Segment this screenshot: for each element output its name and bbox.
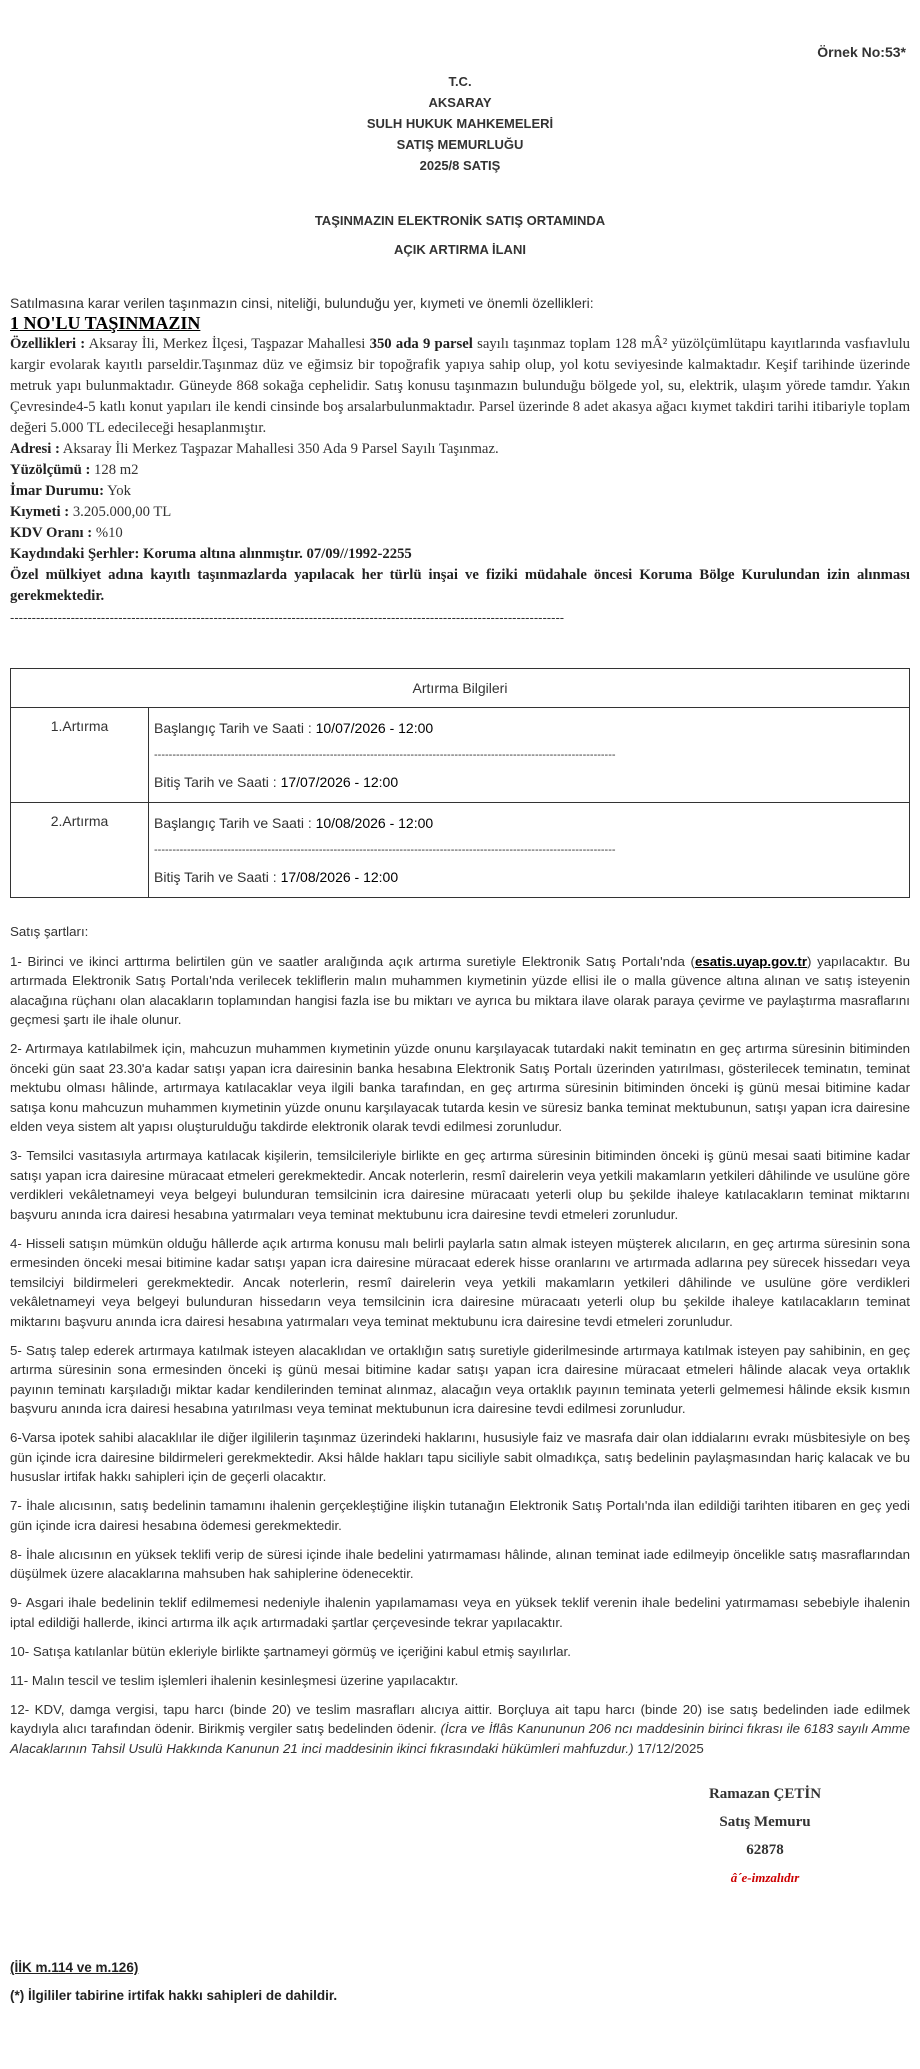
start-datetime: 10/08/2026 - 12:00 [315, 815, 434, 831]
end-datetime: 17/07/2026 - 12:00 [280, 774, 399, 790]
sale-conditions [10, 922, 910, 1768]
property-area [10, 460, 910, 481]
officer-number: 62878 [746, 1842, 784, 1858]
condition-2: 2- Artırmaya katılabilmek için, mahcuzun muhammen kıymetinin yüzde onunu karşılayacak tutardaki nakit teminatın en geç artırma süresinin bitiminden önceki gün saat 23.30'a kadar satışı yapan icra dairesinin banka hesabına Elektronik Satış Portalı üzerinden yatırılması, gösterilecek teminatın, teminat mektubu olması hâlinde, artırmaya katılacaklar veya ilgili banka tarafından, en geç artırma süresinin bitiminden önceki iş günü mesai bitimine kadar satışa konu mahcuzun muhammen kıymetinin yüzde onunu karşılayacak tutarda kesin ve süresiz banka teminat mektubunun, satışı yapan icra dairesine elden veya sistem alt yapısı oluşturulduğu takdirde elektronik olarak tevdi edilmesi zorunludur. [10, 1041, 910, 1134]
header-court: SULH HUKUK MAHKEMELERİ [366, 116, 554, 131]
condition-9: 9- Asgari ihale bedelinin teklif edilmemesi nedeniyle ihalenin yapılamaması veya en yüksek teklif verenin ihale bedelini yatırmaması sebebiyle ihalenin iptal edildiği hallerde, ikinci artırma ilk açık artırmadaki şartlar çerçevesinde tekrar yapılacaktır. [10, 1595, 910, 1630]
zoning-label: İmar Durumu: [10, 483, 104, 499]
encumbrance-text: Kaydındaki Şerhler: Koruma altına alınmıştır. 07/09//1992-2255 [10, 546, 412, 562]
condition-text: ) yapılacaktır. Bu artırmada Elektronik Satış Portalı'nda verilecek tekliflerin malın muhammen kıymetinin yüzde ellisi ile o malla güvence altına alınan ve satış isteyenin alacağına rüçhanı olan alacakların toplamından hangisi fazla ise bu miktarı ve ayrıca bu miktara ilave olarak paraya çevirme ve paylaştırma masraflarını geçmesi şartı ile ihale olunur. [10, 953, 910, 1027]
condition-6: 6-Varsa ipotek sahibi alacaklılar ile diğer ilgililerin taşınmaz üzerindeki haklarını, hususiyle faiz ve masrafa dair olan iddialarını evrakı müsbitesiyle on beş gün içinde icra dairesine bildirmeleri gerekmektedir. Aksi hâlde hakları tapu siciliyle sabit olmadıkça, satış bedelinin paylaşmasından hariç kalacak ve bu hususlar irtifak hakkı sahipleri için de geçerli olacaktır. [10, 1430, 910, 1484]
notice-date: 17/12/2025 [633, 1740, 704, 1756]
property-vat [10, 523, 910, 544]
area-label: Yüzölçümü : [10, 462, 91, 478]
address-value: Aksaray İli Merkez Taşpazar Mahallesi 350 Ada 9 Parsel Sayılı Taşınmaz. [59, 441, 499, 457]
vat-label: KDV Oranı : [10, 525, 93, 541]
condition-1 [10, 952, 910, 1030]
inner-separator: ------------------------------------------------------------------------------------------------------------------------------ [154, 749, 616, 761]
condition-text: 1- Birinci ve ikinci arttırma belirtilen gün ve saatler aralığında açık artırma suretiyle Elektronik Satış Portalı'nda ( [10, 953, 695, 969]
officer-title: Satış Memuru [719, 1814, 811, 1830]
condition-12 [10, 1700, 910, 1759]
property-zoning [10, 481, 910, 502]
auction-name: 1.Artırma [11, 708, 149, 803]
features-text-2: sayılı taşınmaz toplam 128 mÂ² yüzölçümlütapu kayıtlarında vasfıavlulu kargir evolarak kayıtlı parseldir.Taşınmaz düz ve eğimsiz bir topoğrafik yapıya sahip olup, yol kotu seviyesinde kalmaktadır. Keşif tarihinde üzerinde metruk yapı bulunmaktadır. Güneyde 868 sokağa cephelidir. Satış konusu taşınmazın bulunduğu bölgede yol, su, elektrik, ulaşım yörede tamdır. Yakın Çevresinde4-5 katlı konut yapıları ile kendi cinsinde boş arsalarbulunmaktadır. Parsel üzerinde 8 adet akasya ağacı kıymet takdiri tarihi itibariyle toplam değeri 5.000 TL edecileceği hesaplanmıştır. [10, 336, 911, 436]
esatis-link[interactable]: esatis.uyap.gov.tr [694, 953, 808, 969]
vat-value: %10 [92, 525, 123, 541]
area-value: 128 m2 [90, 462, 139, 478]
conditions-title: Satış şartları: [10, 924, 89, 939]
auction-name: 2.Artırma [11, 803, 149, 898]
separator-line: -------------------------------------------------------------------------------------------------------------------------------- [10, 610, 565, 625]
property-special-note [10, 565, 910, 607]
law-reservation: (İcra ve İflâs Kanununun 206 ncı maddesinin birinci fıkrası ile 6183 sayılı Amme Alacaklarının Tahsil Usulü Hakkında Kanunun 21 inci maddesinin ikinci fıkrasındaki hükümleri mahfuzdur.) [10, 1721, 911, 1756]
property-title: 1 NO'LU TAŞINMAZIN [10, 313, 201, 333]
condition-7: 7- İhale alıcısının, satış bedelinin tamamını ihalenin gerçekleştiğine ilişkin tutanağın Elektronik Satış Portalı'nda ilan edildiği tarihten itibaren en geç yedi gün içinde icra dairesi hesabına ödemesi gerekmektedir. [10, 1498, 910, 1533]
auction-dates [149, 803, 910, 898]
address-label: Adresi : [10, 441, 60, 457]
header-tc: T.C. [448, 74, 472, 89]
law-reference: (İİK m.114 ve m.126) [10, 1960, 139, 1975]
property-features [10, 334, 910, 439]
signature-block [640, 1780, 890, 1892]
property-value [10, 502, 910, 523]
property-encumbrance [10, 544, 910, 565]
zoning-value: Yok [103, 483, 131, 499]
notice-title-2: AÇIK ARTIRMA İLANI [394, 242, 526, 257]
intro-text: Satılmasına karar verilen taşınmazın cinsi, niteliği, bulunduğu yer, kıymeti ve önemli özellikleri: [10, 295, 594, 311]
auction-row [11, 803, 910, 898]
value-amount: 3.205.000,00 TL [69, 504, 172, 520]
parcel-number: 350 ada 9 parsel [369, 336, 473, 352]
condition-5: 5- Satış talep ederek artırmaya katılmak isteyen alacaklıdan ve ortaklığın satış suretiyle giderilmesinde artırmaya katılmak isteyen pay sahibinin, en geç artırma süresinin sona ermesinden önceki iş günü mesai bitimine kadar satışı yapan icra dairesine müracaat etmeleri hâlinde alacak veya ortaklık payının teminatı karşıladığı miktar kadar kendilerinden teminat alınmaz, alacağın veya ortaklık payının teminata yeterli gelmemesi hâlinde eksik kısmın başvuru anında icra dairesi hesabına yatırılması veya teminat mektubunun icra dairesine tevdi edilmesi zorunludur. [10, 1342, 910, 1416]
condition-8: 8- İhale alıcısının en yüksek teklifi verip de süresi içinde ihale bedelini yatırmaması hâlinde, alınan teminat iade edilmeyip öncelikle satış masraflarından düşülmek üzere alacaklarına mahsuben hak sahiplerine ödenecektir. [10, 1546, 910, 1581]
auction-dates [149, 708, 910, 803]
property-address [10, 439, 910, 460]
features-label: Özellikleri : [10, 336, 86, 352]
auction-row [11, 708, 910, 803]
features-text: Aksaray İli, Merkez İlçesi, Taşpazar Mahallesi [85, 336, 370, 352]
condition-text: 12- KDV, damga vergisi, tapu harcı (binde 20) ve teslim masrafları alıcıya aittir. Borçluya ait tapu harcı (binde 20) ise satış bedelinden iade edilmek kaydıyla alıcı tarafından ödenir. Birikmiş vergiler satış bedelinden ödenir. [10, 1701, 910, 1736]
start-datetime: 10/07/2026 - 12:00 [315, 720, 434, 736]
notice-title-1: TAŞINMAZIN ELEKTRONİK SATIŞ ORTAMINDA [314, 213, 606, 228]
inner-separator: ------------------------------------------------------------------------------------------------------------------------------ [154, 844, 616, 856]
auction-table-header: Artırma Bilgileri [11, 669, 910, 708]
condition-10: 10- Satışa katılanlar bütün ekleriyle birlikte şartnameyi görmüş ve içeriğini kabul etmiş sayılırlar. [10, 1643, 571, 1659]
condition-11: 11- Malın tescil ve teslim işlemleri ihalenin kesinleşmesi üzerine yapılacaktır. [10, 1672, 459, 1688]
property-section [10, 312, 910, 607]
header-file-no: 2025/8 SATIŞ [419, 158, 501, 173]
value-label: Kıymeti : [10, 504, 70, 520]
auction-table [10, 668, 910, 898]
special-note-text: Özel mülkiyet adına kayıtlı taşınmazlarda yapılacak her türlü inşai ve fiziki müdahale öncesi Koruma Bölge Kurulundan izin alınması gerekmektedir. [10, 567, 910, 604]
officer-name: Ramazan ÇETİN [708, 1786, 822, 1802]
start-label: Başlangıç Tarih ve Saati : [154, 815, 316, 831]
e-signature-mark: â´e-imzalıdır [730, 1870, 800, 1885]
end-label: Bitiş Tarih ve Saati : [154, 774, 281, 790]
end-datetime: 17/08/2026 - 12:00 [280, 869, 399, 885]
condition-4: 4- Hisseli satışın mümkün olduğu hâllerde açık artırma konusu malı belirli paylarla satın almak isteyen müşterek alıcıların, en geç artırma süresinin sona ermesinden önceki mesai bitimine kadar satışı yapan icra dairesine müracaat ederek hisse oranlarını ve artırmada adlarına pey sürecek hissedarı veya temsilciyi bildirmeleri gerekmektedir. Ancak noterlerin, resmî dairelerin veya yetkili makamların yetkileri dâhilinde ve usulüne göre verdikleri vekâletnameyi veya belgeyi bulunduran hissedarın veya temsilcinin icra dairesine müracaatı yeterli olup bu şekilde ihaleye katılacakların teminat miktarını başvuru anında icra dairesi hesabına yatırmaları veya teminat mektubunu icra dairesine tevdi etmeleri zorunludur. [10, 1235, 910, 1329]
header-city: AKSARAY [428, 95, 492, 110]
footer-note: (*) İlgililer tabirine irtifak hakkı sahipleri de dahildir. [10, 1988, 338, 2003]
court-header [0, 71, 920, 176]
end-label: Bitiş Tarih ve Saati : [154, 869, 281, 885]
condition-3: 3- Temsilci vasıtasıyla artırmaya katılacak kişilerin, temsilcileriyle birlikte en geç artırma süresinin bitiminden önceki iş günü mesai saati bitimine kadar satışı yapan icra dairesine müracaat etmeleri gerekmektedir. Ancak noterlerin, resmî dairelerin veya yetkili makamların yetkileri dâhilinde ve usulüne göre verdikleri vekâletnameyi veya belgeyi bulunduran temsilcinin icra dairesine müracaatı yeterli olup bu şekilde ihaleye katılacakların teminat miktarını başvuru anında icra dairesi hesabına yatırmaları veya teminat mektubunu icra dairesine tevdi etmeleri zorunludur. [10, 1148, 910, 1222]
sample-number: Örnek No:53* [817, 44, 906, 60]
header-office: SATIŞ MEMURLUĞU [396, 137, 524, 152]
start-label: Başlangıç Tarih ve Saati : [154, 720, 316, 736]
